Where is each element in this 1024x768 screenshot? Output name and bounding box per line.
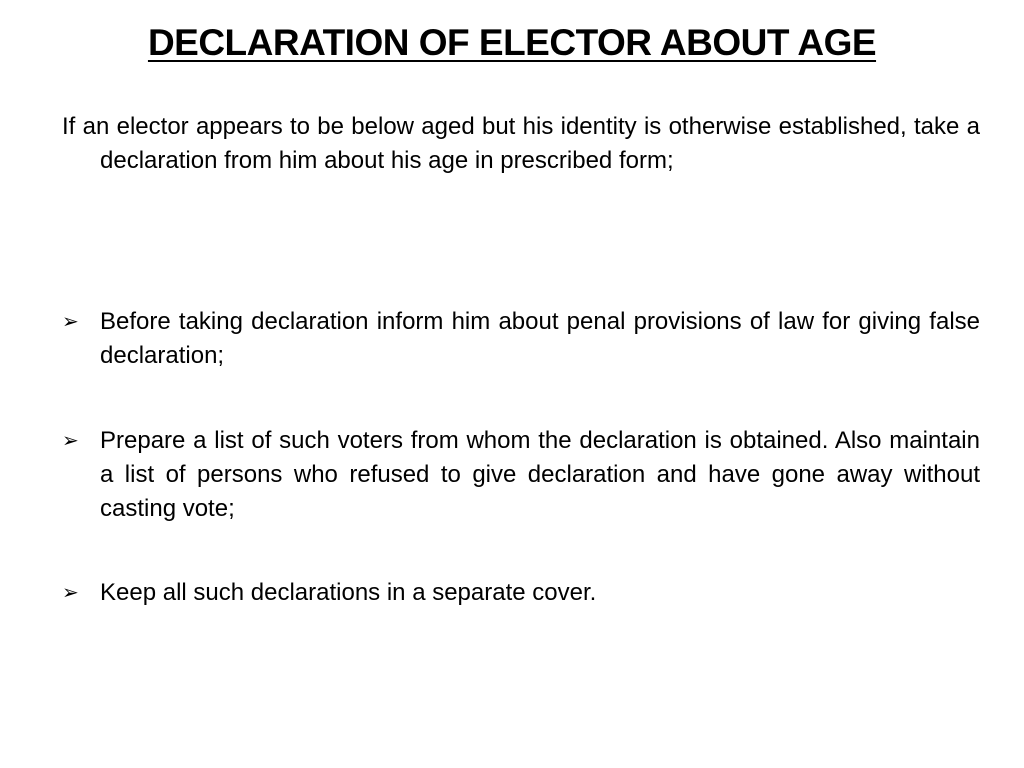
arrow-bullet-icon: ➢	[62, 430, 79, 452]
bullet-item	[62, 305, 980, 373]
slide-title-text: DECLARATION OF ELECTOR ABOUT AGE	[147, 22, 877, 63]
bullet-item	[62, 424, 980, 526]
arrow-bullet-icon: ➢	[62, 311, 79, 333]
intro-paragraph: If an elector appears to be below aged but his identity is otherwise established, take a declaration from him about his age in prescribed form;	[62, 113, 980, 174]
bullet-text: Prepare a list of such voters from whom the declaration is obtained. Also maintain a list of persons who refused to give declaration and have gone away without casting vote;	[100, 427, 980, 522]
arrow-bullet-icon: ➢	[62, 582, 79, 604]
bullet-text: Before taking declaration inform him about penal provisions of law for giving false declaration;	[100, 308, 980, 369]
bullet-text: Keep all such declarations in a separate cover.	[100, 579, 597, 606]
slide-title	[0, 22, 1024, 64]
bullet-item	[62, 576, 980, 610]
